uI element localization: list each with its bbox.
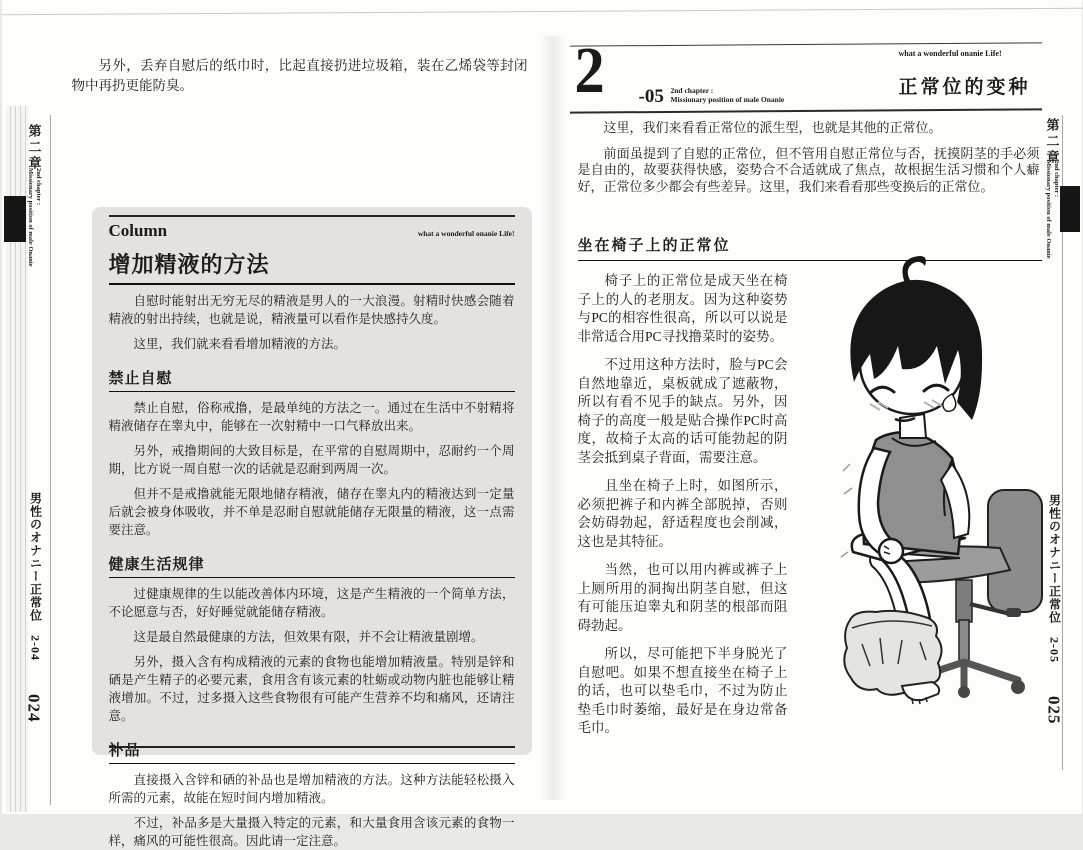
header-bottom-rule bbox=[569, 108, 1041, 113]
section-heading: 坐在椅子上的正常位 bbox=[578, 234, 1042, 261]
column-section-heading: 禁止自慰 bbox=[109, 367, 515, 392]
column-title-rule bbox=[109, 283, 515, 285]
section-paragraph: 不过用这种方法时，脸与PC会自然地靠近，桌板就成了遮蔽物，所以有看不见手的缺点。另外，因椅子的高度一般是贴合操作PC时高度，故椅子太高的话可能勃起的阴茎会抵到桌子背面，需要注意。 bbox=[577, 357, 788, 465]
column-paragraph: 另外，戒撸期间的大致目标是，在平常的自慰周期中，忍耐约一个周期，比方说一周自慰一次的话就是忍耐到两周一次。 bbox=[108, 444, 515, 476]
right-intro bbox=[578, 120, 1040, 204]
column-box-top-rule bbox=[109, 215, 515, 217]
left-margin-rule bbox=[50, 115, 51, 805]
section-number: -05 bbox=[638, 86, 664, 107]
right-margin-volume-title: 男性のオナニー正常位 2-05 bbox=[1047, 494, 1062, 663]
chapter-en-line1: 2nd chapter : bbox=[670, 86, 714, 95]
column-intro-paragraph: 自慰时能射出无穷无尽的精液是男人的一大浪漫。射精时快感会随着精液的射出持续，也就是说，精液量可以看作是快感持久度。 bbox=[108, 294, 515, 326]
column-paragraph: 这是最自然最健康的方法，但效果有限，并不会让精液量剧增。 bbox=[133, 630, 484, 644]
left-margin-chapter-en bbox=[26, 168, 42, 267]
column-paragraph: 不过，补品多是大量摄入特定的元素，和大量食用含该元素的食物一样，痛风的可能性很高。因此请一定注意。 bbox=[108, 816, 515, 848]
column-title: 增加精液的方法 bbox=[108, 252, 270, 277]
left-page-number: 024 bbox=[24, 694, 44, 723]
chapter-en-line1: 2nd chapter : bbox=[1052, 160, 1060, 198]
column-section-heading: 健康生活规律 bbox=[109, 553, 515, 578]
right-chapter-tab bbox=[1060, 186, 1080, 232]
header-tagline: what a wonderful onanie Life! bbox=[898, 49, 1002, 58]
right-page bbox=[547, 0, 1082, 814]
column-section-heading: 补品 bbox=[109, 739, 515, 764]
column-box-bottom-rule bbox=[109, 746, 515, 748]
section-body-column bbox=[578, 272, 788, 748]
column-paragraph: 直接摄入含锌和硒的补品也是增加精液的方法。这种方法能轻松摄入所需的元素，故能在短时间内增加精液。 bbox=[108, 773, 515, 805]
left-chapter-tab bbox=[4, 196, 26, 242]
column-paragraph: 过健康规律的生以能改善体内环境，这是产生精液的一个简单方法，不论愿意与否，好好睡觉就能储存精液。 bbox=[108, 587, 515, 619]
chapter-en-line2: Missionary position of male Onanie bbox=[26, 168, 34, 267]
column-label: Column bbox=[108, 221, 168, 240]
right-page-number: 025 bbox=[1044, 696, 1064, 725]
chair-masturbation-illustration bbox=[840, 252, 1046, 722]
section-paragraph: 当然，也可以用内裤或裤子上上厕所用的洞掏出阴茎自慰，但这有可能压迫睾丸和阴茎的根部而阻碍勃起。 bbox=[577, 562, 788, 633]
section-paragraph: 所以，尽可能把下半身脱光了自慰吧。如果不想直接坐在椅子上的话，也可以垫毛巾，不过为防止垫毛巾时萎缩，最好是在身边常备毛巾。 bbox=[577, 646, 788, 735]
chapter-en-line2: Missionary position of male Onanie bbox=[670, 95, 785, 104]
right-margin-chapter-label: 第二章 bbox=[1044, 118, 1060, 166]
page-title: 正常位的变种 bbox=[898, 77, 1031, 98]
left-margin-chapter-label: 第二章 bbox=[26, 124, 42, 172]
header-top-rule bbox=[570, 42, 1042, 46]
section-paragraph: 椅子上的正常位是成天坐在椅子上的人的老朋友。因为这种姿势与PC的相容性很高，所以可以说是非常适合用PC寻找撸菜时的姿势。 bbox=[577, 273, 788, 344]
feet bbox=[902, 682, 939, 700]
chapter-en-label bbox=[671, 86, 785, 104]
left-intro-paragraph: 另外，丢弃自慰后的纸巾时，比起直接扔进垃圾箱，装在乙烯袋等封闭物中再扔更能防臭。 bbox=[71, 58, 528, 93]
column-paragraph: 禁止自慰，俗称戒撸，是最单纯的方法之一。通过在生活中不射精将精液储存在睾丸中，能够在一次射精中一口气释放出来。 bbox=[108, 401, 515, 433]
right-intro-paragraph: 前面虽提到了自慰的正常位，但不管用自慰正常位与否，抚摸阴茎的手必须是自由的，故要获得快感，姿势合不合适就成了焦点，故根据生活习惯和个人癖好，正常位多少都会有些差异。这里，我们来看看那些变换后的正常位。 bbox=[577, 145, 1040, 194]
column-intro-paragraph: 这里，我们就来看看增加精液的方法。 bbox=[133, 337, 347, 351]
right-margin-chapter-en bbox=[1044, 160, 1060, 259]
chapter-en-line1: 2nd chapter : bbox=[34, 168, 42, 206]
chapter-en-line2: Missionary position of male Onanie bbox=[1044, 160, 1052, 259]
column-paragraph: 另外，摄入含有构成精液的元素的食物也能增加精液量。特别是锌和硒是产生精子的必要元素，食用含有该元素的牡蛎或动物内脏也能够让精液增加。不过，过多摄入这些食物很有可能产生营养不均和痛风，还请注意。 bbox=[108, 655, 515, 723]
right-intro-paragraph: 这里，我们来看看正常位的派生型，也就是其他的正常位。 bbox=[603, 120, 942, 135]
column-tagline: what a wonderful onanie Life! bbox=[417, 229, 515, 238]
book-spread-scan bbox=[2, 0, 1082, 848]
column-box bbox=[92, 207, 532, 848]
hand-fist bbox=[879, 539, 903, 563]
chair-pedestal bbox=[956, 580, 972, 622]
left-margin-volume-title: 男性のオナニー正常位 2-04 bbox=[28, 492, 43, 661]
chapter-number: 2 bbox=[573, 34, 605, 107]
section-paragraph: 且坐在椅子上时，如图所示，必须把裤子和内裤全部脱掉，否则会妨碍勃起，舒适程度也会削减，这也是其特征。 bbox=[577, 478, 788, 549]
column-paragraph: 但并不是戒撸就能无限地储存精液，储存在睾丸内的精液达到一定量后就会被身体吸收，并不单是忍耐自慰就能储存无限量的精液，这一点需要注意。 bbox=[108, 487, 515, 537]
left-page bbox=[2, 0, 547, 848]
column-box-header bbox=[109, 221, 515, 241]
